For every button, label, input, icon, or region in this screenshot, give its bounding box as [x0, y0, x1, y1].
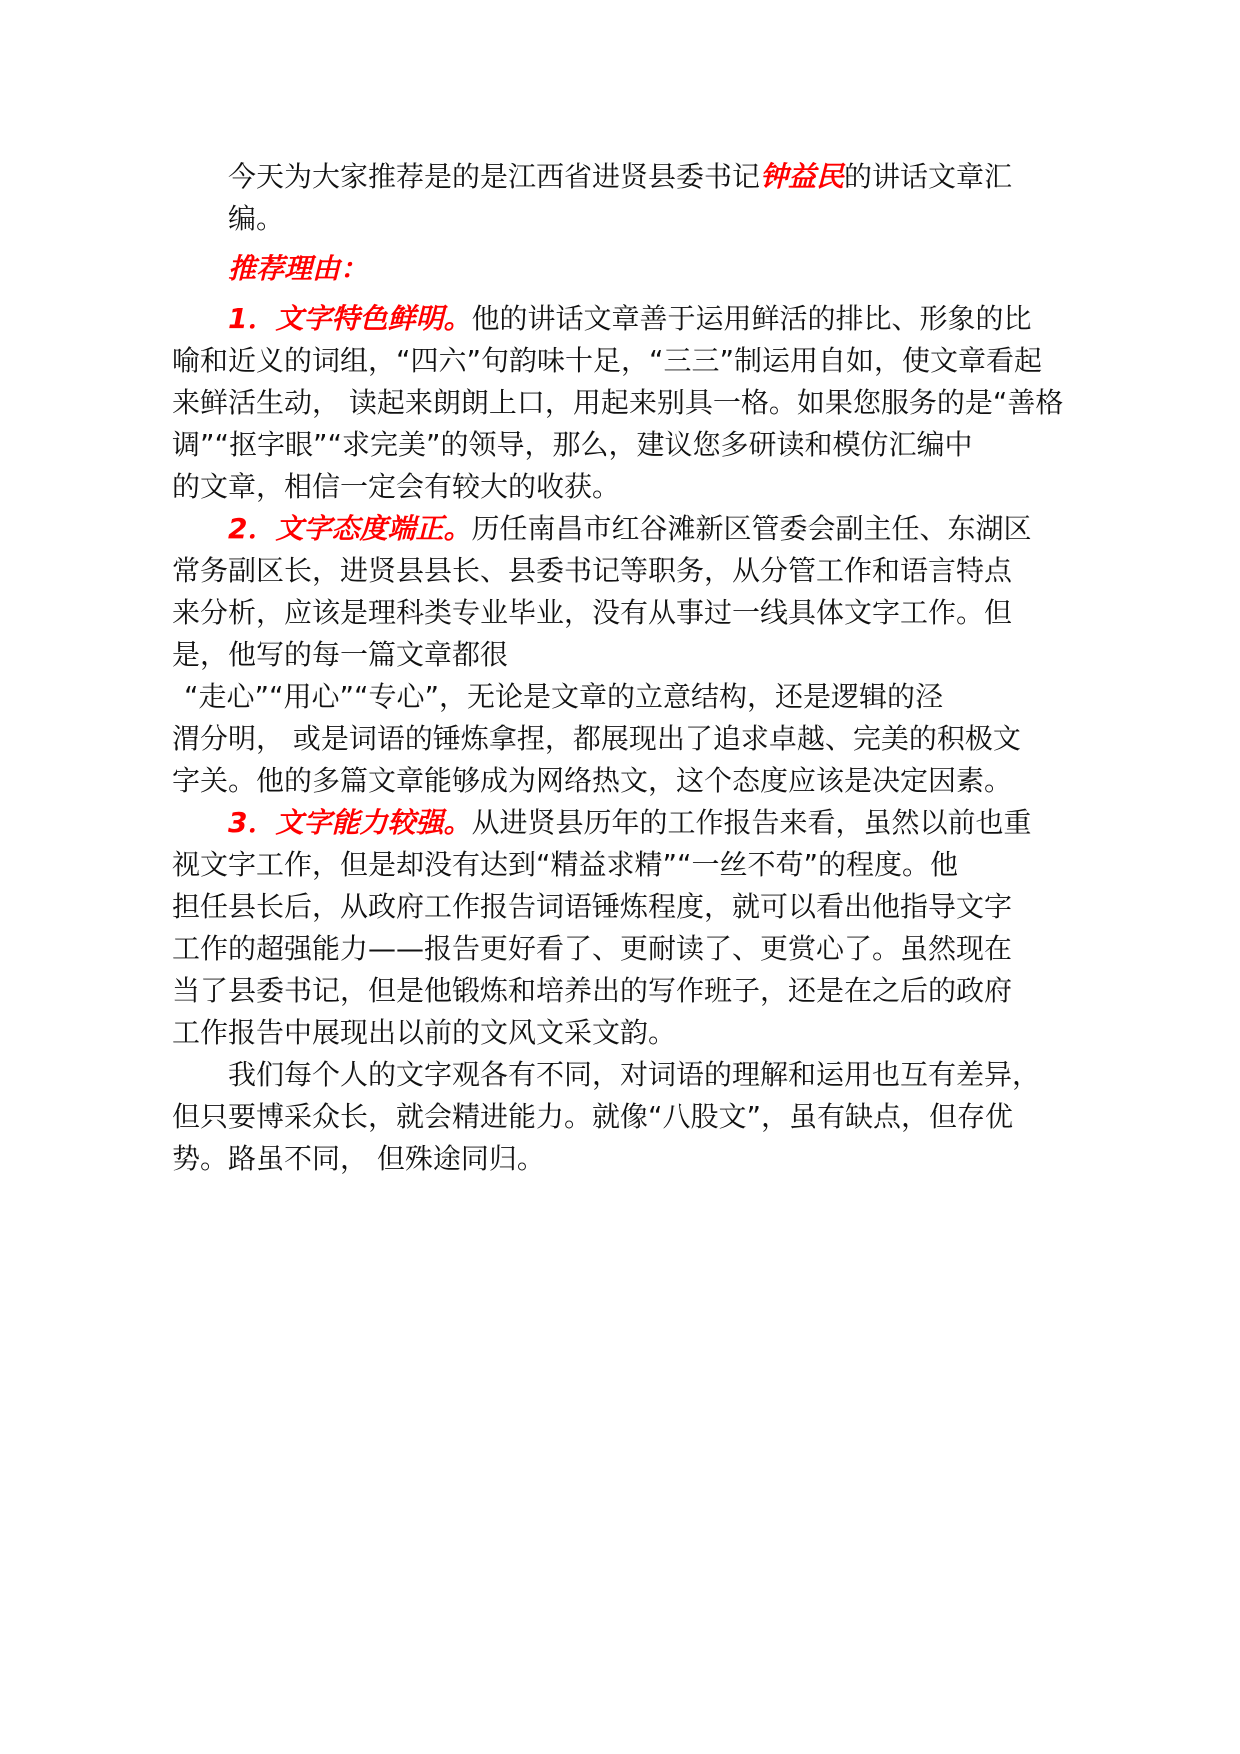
intro-text-b: 的讲话文章汇 [844, 160, 1013, 193]
point2-text: 历任南昌市红谷滩新区管委会副主任、东湖区 [471, 512, 1032, 545]
point3-line-3: 担任县长后，从政府工作报告词语锤炼程度，就可以看出他指导文字 [172, 890, 1013, 923]
point2-label: 2．文字态度端正。 [228, 512, 472, 545]
intro-line-1 [228, 156, 1012, 198]
point3-line-4: 工作的超强能力——报告更好看了、更耐读了、更赏心了。虽然现在 [172, 932, 1013, 965]
point2-line-3: 来分析，应该是理科类专业毕业，没有从事过一线具体文字工作。但 [172, 596, 1013, 629]
point1-line-1 [228, 298, 1032, 340]
intro-line-2: 编。 [228, 202, 285, 235]
point3-label: 3．文字能力较强。 [228, 806, 472, 839]
point2-line-2: 常务副区长，进贤县县长、县委书记等职务，从分管工作和语言特点 [172, 554, 1013, 587]
reason-heading: 推荐理由： [228, 252, 369, 285]
point1-text: 他的讲话文章善于运用鲜活的排比、形象的比 [471, 302, 1032, 335]
point2-line-1 [228, 508, 1032, 550]
point3-line-1 [228, 802, 1032, 844]
point3-line-5: 当了县委书记，但是他锻炼和培养出的写作班子，还是在之后的政府 [172, 974, 1013, 1007]
point2-line-4: 是，他写的每一篇文章都很 [172, 638, 509, 671]
point2-line-6: 渭分明， 或是词语的锤炼拿捏，都展现出了追求卓越、完美的积极文 [172, 722, 1021, 755]
point3-line-2: 视文字工作，但是却没有达到“精益求精”“一丝不苟”的程度。他 [172, 848, 959, 881]
closing-line-2: 但只要博采众长，就会精进能力。就像“八股文”，虽有缺点，但存优 [172, 1100, 1014, 1133]
point1-line-5: 的文章，相信一定会有较大的收获。 [172, 470, 621, 503]
intro-text-a: 今天为大家推荐是的是江西省进贤县委书记 [228, 160, 761, 193]
closing-line-3: 势。路虽不同， 但殊途同归。 [172, 1142, 545, 1175]
closing-line-1: 我们每个人的文字观各有不同，对词语的理解和运用也互有差异， [228, 1058, 1041, 1091]
point3-text: 从进贤县历年的工作报告来看，虽然以前也重 [471, 806, 1032, 839]
point1-line-3: 来鲜活生动， 读起来朗朗上口，用起来别具一格。如果您服务的是“善格 [172, 386, 1064, 419]
point3-line-6: 工作报告中展现出以前的文风文采文韵。 [172, 1016, 677, 1049]
point1-line-2: 喻和近义的词组，“四六”句韵味十足，“三三”制运用自如，使文章看起 [172, 344, 1043, 377]
secretary-name: 钟益民 [760, 160, 845, 193]
point2-line-7: 字关。他的多篇文章能够成为网络热文，这个态度应该是决定因素。 [172, 764, 1013, 797]
point2-line-5: “走心”“用心”“专心”，无论是文章的立意结构，还是逻辑的泾 [184, 680, 944, 713]
point1-line-4: 调”“抠字眼”“求完美”的领导，那么，建议您多研读和模仿汇编中 [172, 428, 973, 461]
point1-label: 1．文字特色鲜明。 [228, 302, 472, 335]
